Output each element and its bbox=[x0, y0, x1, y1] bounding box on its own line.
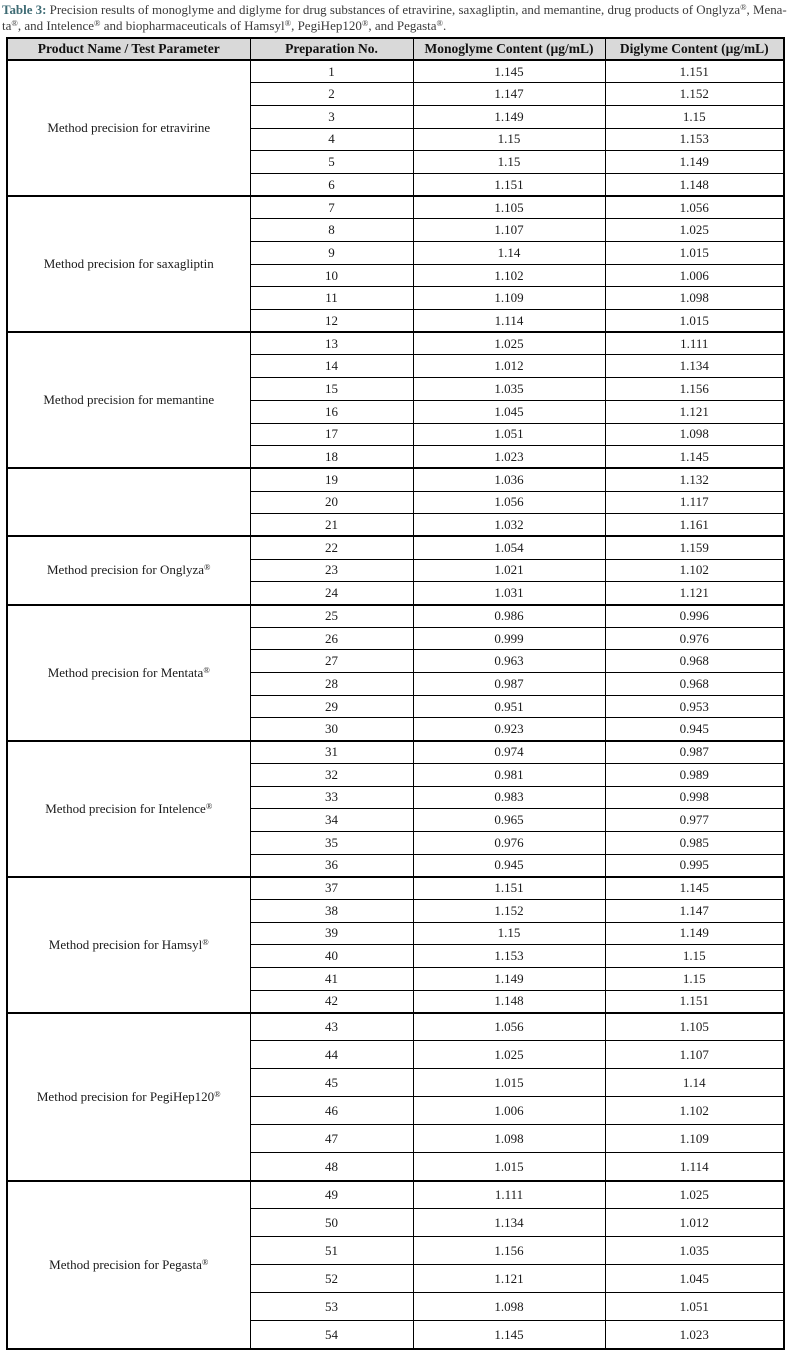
monoglyme-value-cell: 1.147 bbox=[413, 83, 605, 106]
monoglyme-value-cell: 0.965 bbox=[413, 809, 605, 832]
prep-no-cell: 17 bbox=[250, 423, 413, 446]
diglyme-value-cell: 0.945 bbox=[605, 718, 784, 741]
monoglyme-value-cell: 1.031 bbox=[413, 582, 605, 605]
registered-trademark-symbol: ® bbox=[740, 2, 747, 12]
registered-trademark-symbol: ® bbox=[11, 18, 18, 28]
product-name-cell: Method precision for PegiHep120® bbox=[7, 1013, 250, 1181]
monoglyme-value-cell: 1.15 bbox=[413, 922, 605, 945]
monoglyme-value-cell: 1.098 bbox=[413, 1125, 605, 1153]
prep-no-cell: 4 bbox=[250, 128, 413, 151]
monoglyme-value-cell: 1.054 bbox=[413, 536, 605, 559]
diglyme-value-cell: 1.111 bbox=[605, 332, 784, 355]
monoglyme-value-cell: 1.025 bbox=[413, 1041, 605, 1069]
col-header-diglyme-content: Diglyme Content (µg/mL) bbox=[605, 38, 784, 60]
monoglyme-value-cell: 0.999 bbox=[413, 627, 605, 650]
prep-no-cell: 53 bbox=[250, 1293, 413, 1321]
diglyme-value-cell: 0.998 bbox=[605, 786, 784, 809]
prep-no-cell: 51 bbox=[250, 1237, 413, 1265]
precision-results-table bbox=[6, 37, 785, 1350]
diglyme-value-cell: 0.985 bbox=[605, 831, 784, 854]
monoglyme-value-cell: 1.023 bbox=[413, 446, 605, 469]
table-row bbox=[7, 60, 784, 83]
diglyme-value-cell: 1.025 bbox=[605, 219, 784, 242]
diglyme-value-cell: 0.968 bbox=[605, 673, 784, 696]
prep-no-cell: 39 bbox=[250, 922, 413, 945]
monoglyme-value-cell: 1.14 bbox=[413, 242, 605, 265]
monoglyme-value-cell: 1.015 bbox=[413, 1153, 605, 1181]
prep-no-cell: 43 bbox=[250, 1013, 413, 1041]
diglyme-value-cell: 1.025 bbox=[605, 1181, 784, 1209]
diglyme-value-cell: 1.015 bbox=[605, 310, 784, 333]
monoglyme-value-cell: 1.056 bbox=[413, 491, 605, 514]
monoglyme-value-cell: 1.015 bbox=[413, 1069, 605, 1097]
prep-no-cell: 42 bbox=[250, 990, 413, 1013]
prep-no-cell: 13 bbox=[250, 332, 413, 355]
monoglyme-value-cell: 1.151 bbox=[413, 173, 605, 196]
diglyme-value-cell: 1.114 bbox=[605, 1153, 784, 1181]
prep-no-cell: 21 bbox=[250, 514, 413, 537]
col-header-monoglyme-content: Monoglyme Content (µg/mL) bbox=[413, 38, 605, 60]
prep-no-cell: 35 bbox=[250, 831, 413, 854]
monoglyme-value-cell: 1.109 bbox=[413, 287, 605, 310]
diglyme-value-cell: 1.145 bbox=[605, 877, 784, 900]
diglyme-value-cell: 1.023 bbox=[605, 1321, 784, 1349]
diglyme-value-cell: 0.987 bbox=[605, 741, 784, 764]
monoglyme-value-cell: 0.963 bbox=[413, 650, 605, 673]
col-header-preparation-no: Preparation No. bbox=[250, 38, 413, 60]
diglyme-value-cell: 1.109 bbox=[605, 1125, 784, 1153]
registered-trademark-symbol: ® bbox=[94, 18, 101, 28]
table-row bbox=[7, 605, 784, 628]
diglyme-value-cell: 1.148 bbox=[605, 173, 784, 196]
prep-no-cell: 33 bbox=[250, 786, 413, 809]
diglyme-value-cell: 1.015 bbox=[605, 242, 784, 265]
diglyme-value-cell: 1.149 bbox=[605, 922, 784, 945]
prep-no-cell: 3 bbox=[250, 105, 413, 128]
diglyme-value-cell: 1.102 bbox=[605, 559, 784, 582]
diglyme-value-cell: 1.151 bbox=[605, 990, 784, 1013]
diglyme-value-cell: 1.14 bbox=[605, 1069, 784, 1097]
table-caption bbox=[0, 0, 787, 34]
diglyme-value-cell: 0.968 bbox=[605, 650, 784, 673]
registered-trademark-symbol: ® bbox=[284, 18, 292, 28]
diglyme-value-cell: 1.102 bbox=[605, 1097, 784, 1125]
product-name-cell: Method precision for etravirine bbox=[7, 60, 250, 196]
monoglyme-value-cell: 1.121 bbox=[413, 1265, 605, 1293]
monoglyme-value-cell: 1.035 bbox=[413, 378, 605, 401]
table-row bbox=[7, 1013, 784, 1041]
monoglyme-value-cell: 1.056 bbox=[413, 1013, 605, 1041]
diglyme-value-cell: 1.152 bbox=[605, 83, 784, 106]
prep-no-cell: 7 bbox=[250, 196, 413, 219]
diglyme-value-cell: 0.977 bbox=[605, 809, 784, 832]
prep-no-cell: 5 bbox=[250, 151, 413, 174]
monoglyme-value-cell: 1.114 bbox=[413, 310, 605, 333]
prep-no-cell: 22 bbox=[250, 536, 413, 559]
monoglyme-value-cell: 1.145 bbox=[413, 60, 605, 83]
diglyme-value-cell: 0.989 bbox=[605, 763, 784, 786]
prep-no-cell: 48 bbox=[250, 1153, 413, 1181]
diglyme-value-cell: 1.045 bbox=[605, 1265, 784, 1293]
prep-no-cell: 20 bbox=[250, 491, 413, 514]
monoglyme-value-cell: 0.976 bbox=[413, 831, 605, 854]
monoglyme-value-cell: 1.149 bbox=[413, 968, 605, 991]
monoglyme-value-cell: 0.951 bbox=[413, 695, 605, 718]
table-row bbox=[7, 877, 784, 900]
monoglyme-value-cell: 1.045 bbox=[413, 400, 605, 423]
diglyme-value-cell: 1.15 bbox=[605, 968, 784, 991]
prep-no-cell: 29 bbox=[250, 695, 413, 718]
prep-no-cell: 1 bbox=[250, 60, 413, 83]
monoglyme-value-cell: 0.987 bbox=[413, 673, 605, 696]
prep-no-cell: 18 bbox=[250, 446, 413, 469]
product-name-cell: Method precision for Pegasta® bbox=[7, 1181, 250, 1349]
prep-no-cell: 46 bbox=[250, 1097, 413, 1125]
prep-no-cell: 9 bbox=[250, 242, 413, 265]
prep-no-cell: 26 bbox=[250, 627, 413, 650]
prep-no-cell: 37 bbox=[250, 877, 413, 900]
diglyme-value-cell: 1.051 bbox=[605, 1293, 784, 1321]
prep-no-cell: 15 bbox=[250, 378, 413, 401]
table-row bbox=[7, 196, 784, 219]
caption-line-1 bbox=[2, 2, 787, 18]
monoglyme-value-cell: 0.923 bbox=[413, 718, 605, 741]
prep-no-cell: 50 bbox=[250, 1209, 413, 1237]
prep-no-cell: 36 bbox=[250, 854, 413, 877]
monoglyme-value-cell: 1.098 bbox=[413, 1293, 605, 1321]
diglyme-value-cell: 1.121 bbox=[605, 400, 784, 423]
monoglyme-value-cell: 1.111 bbox=[413, 1181, 605, 1209]
diglyme-value-cell: 1.153 bbox=[605, 128, 784, 151]
diglyme-value-cell: 1.147 bbox=[605, 899, 784, 922]
prep-no-cell: 10 bbox=[250, 264, 413, 287]
registered-trademark-symbol: ® bbox=[361, 18, 369, 28]
table-row bbox=[7, 1181, 784, 1209]
prep-no-cell: 25 bbox=[250, 605, 413, 628]
monoglyme-value-cell: 1.102 bbox=[413, 264, 605, 287]
prep-no-cell: 30 bbox=[250, 718, 413, 741]
monoglyme-value-cell: 0.974 bbox=[413, 741, 605, 764]
prep-no-cell: 38 bbox=[250, 899, 413, 922]
prep-no-cell: 32 bbox=[250, 763, 413, 786]
prep-no-cell: 31 bbox=[250, 741, 413, 764]
diglyme-value-cell: 1.145 bbox=[605, 446, 784, 469]
registered-trademark-symbol: ® bbox=[201, 1256, 209, 1267]
diglyme-value-cell: 0.976 bbox=[605, 627, 784, 650]
monoglyme-value-cell: 0.986 bbox=[413, 605, 605, 628]
diglyme-value-cell: 1.107 bbox=[605, 1041, 784, 1069]
monoglyme-value-cell: 1.151 bbox=[413, 877, 605, 900]
prep-no-cell: 8 bbox=[250, 219, 413, 242]
monoglyme-value-cell: 0.983 bbox=[413, 786, 605, 809]
monoglyme-value-cell: 0.945 bbox=[413, 854, 605, 877]
prep-no-cell: 49 bbox=[250, 1181, 413, 1209]
diglyme-value-cell: 1.121 bbox=[605, 582, 784, 605]
table-body bbox=[7, 60, 784, 1349]
diglyme-value-cell: 1.15 bbox=[605, 945, 784, 968]
diglyme-value-cell: 1.132 bbox=[605, 468, 784, 491]
diglyme-value-cell: 1.159 bbox=[605, 536, 784, 559]
prep-no-cell: 52 bbox=[250, 1265, 413, 1293]
diglyme-value-cell: 0.996 bbox=[605, 605, 784, 628]
table-row bbox=[7, 468, 784, 491]
diglyme-value-cell: 1.035 bbox=[605, 1237, 784, 1265]
prep-no-cell: 44 bbox=[250, 1041, 413, 1069]
diglyme-value-cell: 1.098 bbox=[605, 423, 784, 446]
monoglyme-value-cell: 1.105 bbox=[413, 196, 605, 219]
diglyme-value-cell: 0.953 bbox=[605, 695, 784, 718]
monoglyme-value-cell: 1.021 bbox=[413, 559, 605, 582]
product-name-cell: Method precision for Mentata® bbox=[7, 605, 250, 741]
table-row bbox=[7, 741, 784, 764]
monoglyme-value-cell: 1.145 bbox=[413, 1321, 605, 1349]
monoglyme-value-cell: 1.148 bbox=[413, 990, 605, 1013]
product-name-cell: Method precision for Intelence® bbox=[7, 741, 250, 877]
diglyme-value-cell: 1.056 bbox=[605, 196, 784, 219]
diglyme-value-cell: 1.151 bbox=[605, 60, 784, 83]
monoglyme-value-cell: 1.134 bbox=[413, 1209, 605, 1237]
diglyme-value-cell: 1.15 bbox=[605, 105, 784, 128]
prep-no-cell: 24 bbox=[250, 582, 413, 605]
monoglyme-value-cell: 1.156 bbox=[413, 1237, 605, 1265]
monoglyme-value-cell: 1.149 bbox=[413, 105, 605, 128]
product-name-cell: Method precision for Onglyza® bbox=[7, 536, 250, 604]
col-header-product-name: Product Name / Test Parameter bbox=[7, 38, 250, 60]
monoglyme-value-cell: 1.012 bbox=[413, 355, 605, 378]
prep-no-cell: 45 bbox=[250, 1069, 413, 1097]
caption-label: Table 3: bbox=[2, 2, 47, 17]
prep-no-cell: 11 bbox=[250, 287, 413, 310]
diglyme-value-cell: 0.995 bbox=[605, 854, 784, 877]
prep-no-cell: 54 bbox=[250, 1321, 413, 1349]
monoglyme-value-cell: 1.051 bbox=[413, 423, 605, 446]
diglyme-value-cell: 1.012 bbox=[605, 1209, 784, 1237]
registered-trademark-symbol: ® bbox=[436, 18, 444, 28]
prep-no-cell: 23 bbox=[250, 559, 413, 582]
registered-trademark-symbol: ® bbox=[203, 664, 210, 675]
registered-trademark-symbol: ® bbox=[204, 562, 211, 573]
monoglyme-value-cell: 1.15 bbox=[413, 128, 605, 151]
table-header-row bbox=[7, 38, 784, 60]
prep-no-cell: 41 bbox=[250, 968, 413, 991]
diglyme-value-cell: 1.134 bbox=[605, 355, 784, 378]
prep-no-cell: 40 bbox=[250, 945, 413, 968]
monoglyme-value-cell: 1.036 bbox=[413, 468, 605, 491]
diglyme-value-cell: 1.117 bbox=[605, 491, 784, 514]
monoglyme-value-cell: 1.025 bbox=[413, 332, 605, 355]
registered-trademark-symbol: ® bbox=[205, 800, 213, 811]
product-name-cell: Method precision for memantine bbox=[7, 332, 250, 468]
diglyme-value-cell: 1.105 bbox=[605, 1013, 784, 1041]
caption-text-line1: Precision results of monoglyme and diglyme for drug substances of etravirine, saxagliptin, and memantine, drug products of Onglyza®, Mena- bbox=[46, 2, 787, 17]
prep-no-cell: 47 bbox=[250, 1125, 413, 1153]
monoglyme-value-cell: 1.006 bbox=[413, 1097, 605, 1125]
prep-no-cell: 6 bbox=[250, 173, 413, 196]
prep-no-cell: 12 bbox=[250, 310, 413, 333]
diglyme-value-cell: 1.098 bbox=[605, 287, 784, 310]
prep-no-cell: 28 bbox=[250, 673, 413, 696]
product-name-cell bbox=[7, 468, 250, 536]
diglyme-value-cell: 1.006 bbox=[605, 264, 784, 287]
diglyme-value-cell: 1.161 bbox=[605, 514, 784, 537]
caption-text-line2: ta®, and Intelence® and biopharmaceuticals of Hamsyl®, PegiHep120®, and Pegasta®. bbox=[2, 18, 447, 33]
diglyme-value-cell: 1.156 bbox=[605, 378, 784, 401]
diglyme-value-cell: 1.149 bbox=[605, 151, 784, 174]
monoglyme-value-cell: 1.152 bbox=[413, 899, 605, 922]
prep-no-cell: 27 bbox=[250, 650, 413, 673]
prep-no-cell: 16 bbox=[250, 400, 413, 423]
registered-trademark-symbol: ® bbox=[202, 936, 209, 947]
prep-no-cell: 19 bbox=[250, 468, 413, 491]
prep-no-cell: 34 bbox=[250, 809, 413, 832]
monoglyme-value-cell: 1.032 bbox=[413, 514, 605, 537]
prep-no-cell: 2 bbox=[250, 83, 413, 106]
registered-trademark-symbol: ® bbox=[214, 1088, 221, 1099]
monoglyme-value-cell: 0.981 bbox=[413, 763, 605, 786]
monoglyme-value-cell: 1.153 bbox=[413, 945, 605, 968]
monoglyme-value-cell: 1.107 bbox=[413, 219, 605, 242]
product-name-cell: Method precision for Hamsyl® bbox=[7, 877, 250, 1013]
product-name-cell: Method precision for saxagliptin bbox=[7, 196, 250, 332]
monoglyme-value-cell: 1.15 bbox=[413, 151, 605, 174]
table-row bbox=[7, 536, 784, 559]
prep-no-cell: 14 bbox=[250, 355, 413, 378]
table-row bbox=[7, 332, 784, 355]
